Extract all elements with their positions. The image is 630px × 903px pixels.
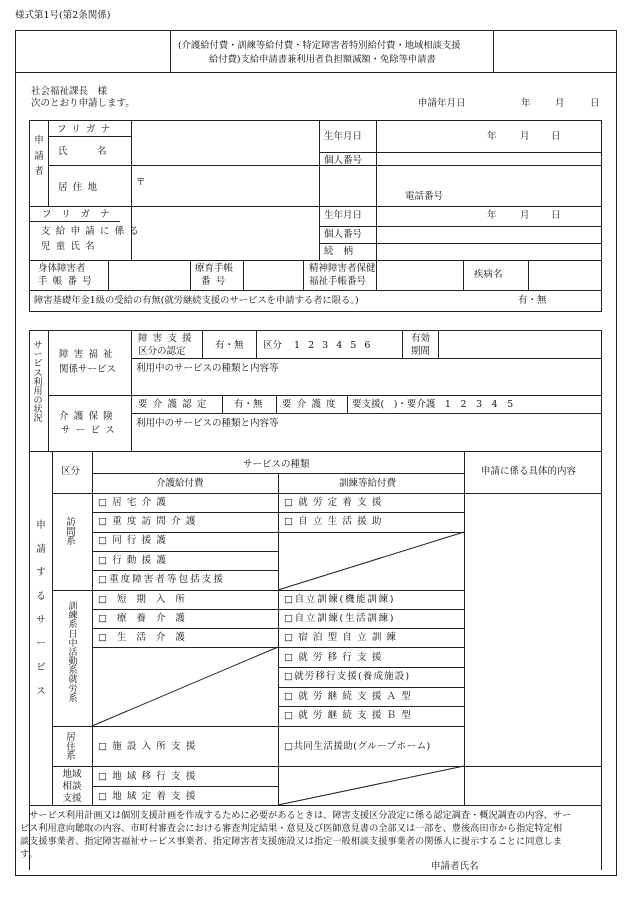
care-current-services: 利用中のサービスの種類と内容等: [136, 418, 279, 429]
care-insurance-label-1: 介護保険: [59, 411, 118, 422]
apply-date-year[interactable]: 年: [521, 98, 531, 109]
child-birthdate-label: 生年月日: [324, 210, 363, 221]
daytime-training-item-4[interactable]: □就労移行支援(養成施設): [284, 671, 411, 682]
usage-status-label: サ ー ビ ス 利 用 の 状 況: [33, 341, 43, 425]
phone-label: 電話番号: [405, 191, 444, 202]
birth-month[interactable]: 月: [520, 131, 530, 142]
title-line-2: 給付費)支給申請書兼利用者負担額減額・免除等申請書: [209, 54, 436, 65]
disability-book-label-2: 手帳番号: [38, 276, 97, 287]
apply-date-day[interactable]: 日: [590, 98, 600, 109]
daytime-training-item-3[interactable]: □就労移行支援: [284, 652, 387, 663]
apply-service-label: 申 請 す る サ ー ビ ス: [36, 520, 46, 697]
visit-training-item-1[interactable]: □自立生活援助: [284, 516, 387, 527]
apply-date-month[interactable]: 月: [555, 98, 565, 109]
welfare-service-label-1: 障害福祉: [59, 349, 118, 360]
consent-text-1: サービス利用計画又は個別支援計画を作成するために必要があるときは、障害支援区分設定に係る認定調査・概況調査の内容、サー: [20, 810, 572, 821]
birthdate-label: 生年月日: [324, 131, 363, 142]
daytime-training-item-0[interactable]: □自立訓練(機能訓練): [284, 594, 396, 605]
category-header: 区分: [61, 466, 81, 477]
personal-number-label: 個人番号: [324, 155, 363, 166]
specific-content-header: 申請に係る具体的内容: [481, 466, 577, 477]
title-line-1: (介護給付費・訓練等給付費・特定障害者特別給付費・地域相談支援: [178, 40, 461, 51]
name-label: 氏 名: [58, 146, 117, 157]
applicant-name-label: 申請者氏名: [431, 861, 479, 872]
class-numbers[interactable]: 1 2 3 4 5 6: [294, 340, 371, 351]
birth-day[interactable]: 日: [551, 131, 561, 142]
rehab-book-label-2: 番号: [201, 276, 231, 287]
community-item-1[interactable]: □地域定着支援: [98, 791, 201, 802]
addressee: 社会福祉課長 様: [31, 86, 108, 97]
mental-book-label-1: 精神障害者保健: [309, 263, 376, 274]
support-level-label-1: 障害支援: [138, 333, 197, 344]
visit-care-item-3[interactable]: □行動援護: [98, 555, 172, 566]
child-birth-year[interactable]: 年: [487, 210, 497, 221]
disease-label: 疾病名: [474, 269, 503, 280]
mental-book-label-2: 福祉手帳番号: [309, 276, 367, 287]
postal-mark: 〒: [136, 177, 146, 188]
birth-year[interactable]: 年: [487, 131, 497, 142]
request-text: 次のとおり申請します。: [31, 98, 135, 109]
daytime-training-item-2[interactable]: □宿泊型自立訓練: [284, 632, 402, 643]
child-label-2: 児童氏名: [41, 241, 100, 252]
furigana-label: フリガナ: [57, 124, 116, 135]
service-type-header: サービスの種類: [243, 459, 310, 470]
valid-period-label-1: 有効: [411, 333, 431, 344]
visit-care-item-0[interactable]: □居宅介護: [98, 497, 172, 508]
welfare-service-label-2: 関係サービス: [59, 364, 117, 375]
child-birth-month[interactable]: 月: [520, 210, 530, 221]
visit-care-item-1[interactable]: □重度訪問介護: [98, 516, 201, 527]
group-residence-label: 居 住 系: [66, 732, 76, 763]
residence-care-item[interactable]: □施設入所支援: [98, 741, 201, 752]
care-cert-label: 要介護認定: [138, 399, 212, 410]
group-community-label: 地域 相談 支援: [62, 769, 82, 804]
daytime-care-item-0[interactable]: □短期入所: [98, 594, 195, 605]
child-personal-number-label: 個人番号: [324, 229, 363, 240]
form-number: 様式第1号(第2条関係): [15, 10, 111, 21]
group-daytime-label: 訓 練 系 日 中 活 動 系 就 労 系: [68, 602, 78, 704]
care-level-options[interactable]: 要支援( )・要介護 1 2 3 4 5: [352, 399, 514, 410]
visit-care-item-2[interactable]: □同行援護: [98, 535, 172, 546]
child-furigana-label: フリガナ: [42, 209, 120, 220]
community-item-0[interactable]: □地域移行支援: [98, 771, 201, 782]
child-label-1: 支給申請に係る: [41, 226, 145, 237]
care-insurance-label-2: サービス: [61, 425, 120, 436]
daytime-care-item-1[interactable]: □療養介護: [98, 613, 195, 624]
daytime-training-item-6[interactable]: □就労継続支援Ｂ型: [284, 710, 417, 721]
care-cert-yes-no[interactable]: 有・無: [234, 399, 263, 410]
class-label: 区分: [263, 340, 283, 351]
visit-care-item-4[interactable]: □重度障害者等包括支援: [98, 574, 225, 585]
daytime-training-item-5[interactable]: □就労継続支援Ａ型: [284, 691, 417, 702]
pension-yes-no[interactable]: 有・無: [518, 295, 547, 306]
rehab-book-label-1: 療育手帳: [195, 263, 234, 274]
support-level-yes-no[interactable]: 有・無: [215, 340, 244, 351]
address-label: 居住地: [58, 182, 103, 193]
applicant-label: 申 請 者: [34, 135, 44, 178]
relation-label: 続柄: [324, 246, 363, 257]
consent-text-4: す。: [20, 849, 38, 860]
care-level-label: 要介護度: [282, 399, 341, 410]
pension-question: 障害基礎年金1級の受給の有無(就労継続支援のサービスを申請する者に限る。): [34, 295, 359, 306]
visit-training-item-0[interactable]: □就労定着支援: [284, 497, 387, 508]
care-benefit-header: 介護給付費: [156, 478, 204, 489]
group-visit-label: 訪 問 系: [66, 517, 76, 548]
apply-date-label: 申請年月日: [418, 98, 466, 109]
child-birth-day[interactable]: 日: [551, 210, 561, 221]
disability-book-label-1: 身体障害者: [38, 263, 86, 274]
daytime-training-item-1[interactable]: □自立訓練(生活訓練): [284, 613, 396, 624]
welfare-current-services: 利用中のサービスの種類と内容等: [136, 363, 279, 374]
residence-training-item[interactable]: □共同生活援助(グループホーム): [284, 741, 431, 752]
daytime-care-item-2[interactable]: □生活介護: [98, 632, 195, 643]
training-benefit-header: 訓練等給付費: [339, 478, 397, 489]
support-level-label-2: 区分の認定: [138, 346, 186, 357]
consent-text-3: 談支援事業者、指定障害福祉サービス事業者、指定障害者支援施設又は指定一般相談支援事業者の関係人に提示することに同意しま: [20, 836, 563, 847]
valid-period-label-2: 期間: [411, 346, 431, 357]
consent-text-2: ビス利用意向聴取の内容、市町村審査会における審査判定結果・意見及び医師意見書の全部又は一部を、豊後高田市から指定特定相: [20, 823, 563, 834]
